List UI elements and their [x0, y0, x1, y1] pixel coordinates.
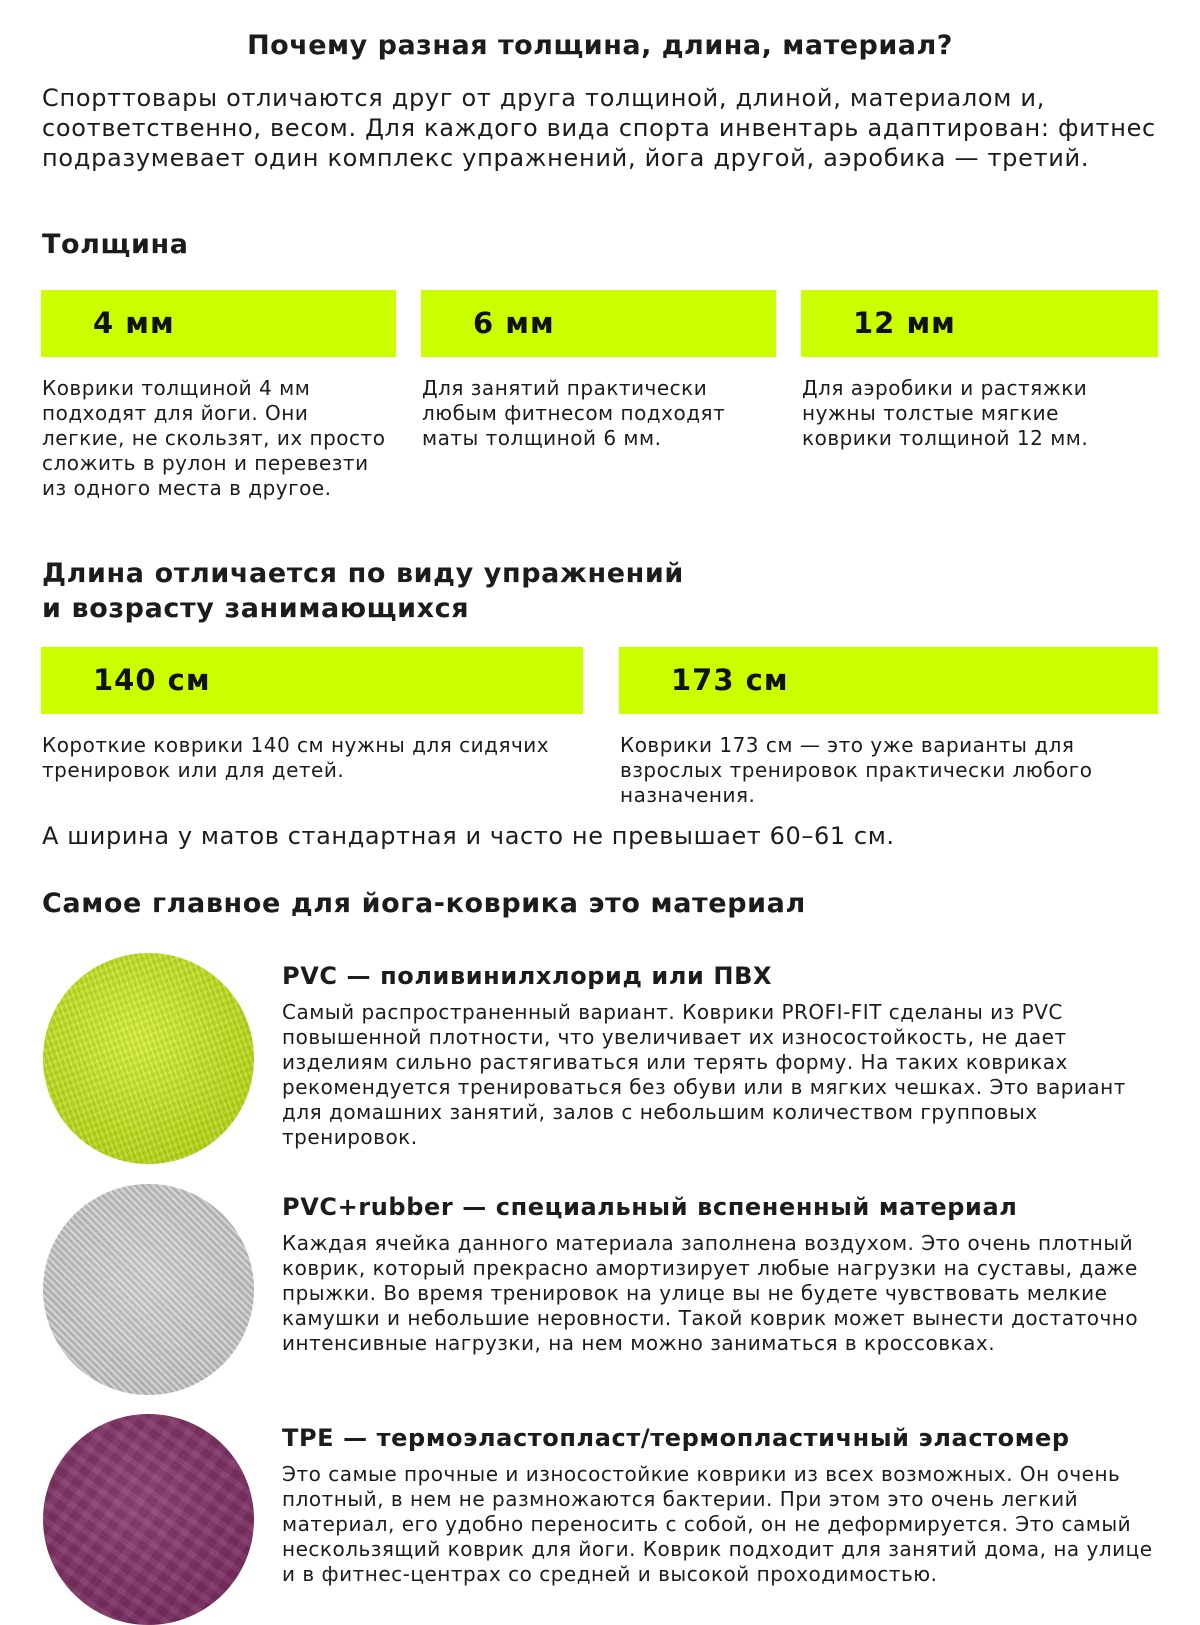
pvc-rubber-text: Каждая ячейка данного материала заполнена воздухом. Это очень плотный коврик, который прекрасно амортизирует любые нагрузки на суставы, даже прыжки. Во время тренировок на улице вы не будете чувствовать мелкие камушки и небольшие неровности. Такой коврик может вынести достаточно интенсивные нагрузки, на нем можно заниматься в кроссовках. [282, 1231, 1139, 1355]
pvc-title: PVC — поливинилхлорид или ПВХ [282, 962, 773, 990]
tpe-text: Это самые прочные и износостойкие коврики из всех возможных. Он очень плотный, в нем не размножаются бактерии. При этом это очень легкий материал, его удобно переносить с собой, он не деформируется. Это самый нескользящий коврик для йоги. Коврик подходит для занятий дома, на улице и в фитнес-центрах со средней и высокой проходимостью. [282, 1462, 1153, 1586]
thickness-badge-6mm: 6 мм [421, 290, 776, 357]
material-heading: Самое главное для йога-коврика это материал [42, 888, 806, 919]
length-desc-173: Коврики 173 см — это уже варианты для взрослых тренировок практически любого назначения. [620, 733, 1093, 807]
length-badge-173: 173 см [619, 647, 1158, 714]
tpe-swatch-image [43, 1414, 254, 1625]
length-badge-140: 140 см [41, 647, 583, 714]
length-heading-line2: и возрасту занимающихся [42, 593, 470, 624]
page-title: Почему разная толщина, длина, материал? [247, 30, 953, 61]
thickness-heading: Толщина [42, 229, 189, 260]
thickness-badge-12mm: 12 мм [801, 290, 1158, 357]
thickness-badge-4mm: 4 мм [41, 290, 396, 357]
pvc-rubber-swatch-image [43, 1184, 254, 1395]
thickness-desc-12mm: Для аэробики и растяжки нужны толстые мягкие коврики толщиной 12 мм. [802, 376, 1089, 450]
tpe-title: TPE — термоэластопласт/термопластичный эластомер [282, 1424, 1070, 1452]
length-heading-line1: Длина отличается по виду упражнений [42, 558, 684, 589]
thickness-desc-6mm: Для занятий практически любым фитнесом подходят маты толщиной 6 мм. [422, 376, 726, 450]
pvc-rubber-title: PVC+rubber — специальный вспененный материал [282, 1193, 1018, 1221]
intro-paragraph: Спорттовары отличаются друг от друга толщиной, длиной, материалом и, соответственно, весом. Для каждого вида спорта инвентарь адаптирован: фитнес подразумевает один комплекс упражнений, йога другой, аэробика — третий. [42, 84, 1156, 172]
thickness-desc-4mm: Коврики толщиной 4 мм подходят для йоги. Они легкие, не скользят, их просто сложить в рулон и перевезти из одного места в другое. [42, 376, 386, 500]
length-desc-140: Короткие коврики 140 см нужны для сидячих тренировок или для детей. [42, 733, 550, 782]
pvc-swatch-image [43, 953, 254, 1164]
width-note: А ширина у матов стандартная и часто не превышает 60–61 см. [42, 822, 895, 850]
pvc-text: Самый распространенный вариант. Коврики PROFI-FIT сделаны из PVC повышенной плотности, что увеличивает их износостойкость, не дает изделиям сильно растягиваться или терять форму. На таких ковриках рекомендуется тренироваться без обуви или в мягких чешках. Это вариант для домашних занятий, залов с небольшим количеством групповых тренировок. [282, 1000, 1126, 1149]
